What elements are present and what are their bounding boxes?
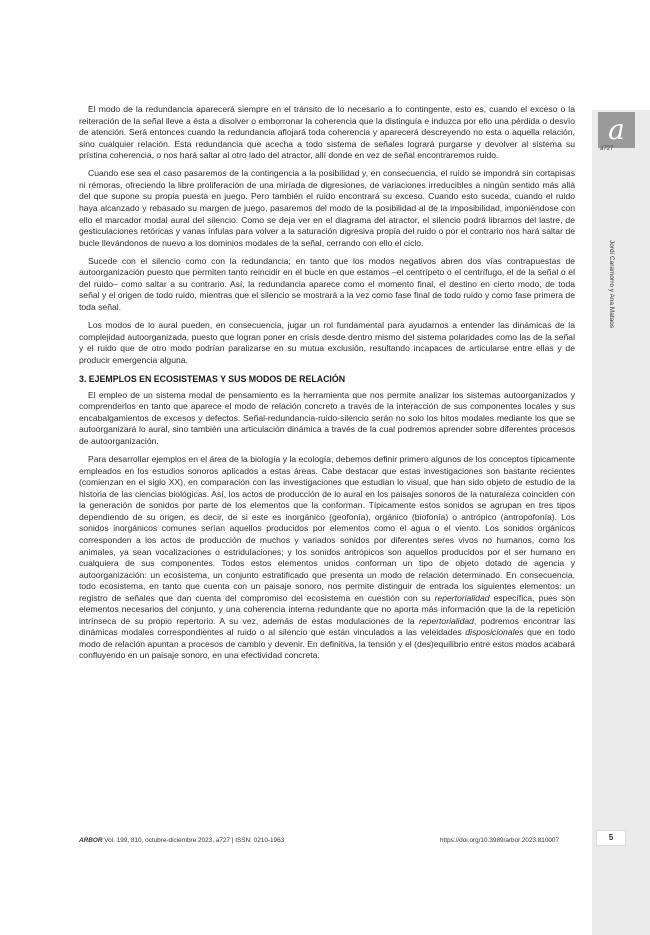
paragraph-6-part-b: específica, pues son elementos necesarios del conjunto, y una coherencia interna redundante que no aporta más información que la de la repetición intrínseca de su propio repertorio. A su vez, además de estas modulaciones de la xyxy=(79,592,575,626)
emphasis-repertorialidad-2: repertorialidad xyxy=(418,615,474,626)
footer-citation xyxy=(79,837,284,844)
emphasis-disposicionales: disposicionales xyxy=(465,627,524,638)
paragraph-1: El modo de la redundancia aparecerá siempre en el tránsito de lo necesario a lo contingente, esto es, cuando el exceso o la reiteración de la señal lleve a ésta a disolver o emborronar la coherencia que la distinguía e induzca por ello una pérdida o desvío de atención. Será entonces cuando la redundancia aflojará toda coherencia y aparecerá descreyendo no esta o aquella relación, sino cualquier relación. Esta redundancia que acecha a todo sistema de señales logrará purgarse y devolver al sistema su prístina coherencia, o nos hará saltar al otro lado del atractor, allí donde en vez de señal encontraremos ruido. xyxy=(79,104,575,161)
paragraph-6-part-d: que en todo modo de relación apuntan a procesos de cambio y devenir. En definitiva, la tensión y el (des)equilibrio entre estos modos acabará confluyendo en un paisaje sonoro, en una efectividad concreta. xyxy=(79,627,575,661)
journal-logo-glyph: a xyxy=(608,113,625,146)
paragraph-6-part-c: , podremos encontrar las dinámicas modales correspondientes al ruido o al silencio que están vinculados a las veleidades xyxy=(79,615,575,638)
citation-details: Vol. 199, 810, octubre-diciembre 2023, a727 | ISSN: 0210-1963 xyxy=(102,837,285,844)
article-body xyxy=(79,104,575,669)
section-heading: 3. EJEMPLOS EN ECOSISTEMAS Y SUS MODOS DE RELACIÓN xyxy=(79,374,346,385)
paragraph-6 xyxy=(79,454,575,662)
running-authors: Jordi Caramorro y Ana Mataos xyxy=(608,240,615,329)
paragraph-4: Los modos de lo aural pueden, en consecuencia, jugar un rol fundamental para ayudarnos a entender las dinámicas de la complejidad autoorganizada, puesto que logran poner en crisis desde dentro mismo del sistema polaridades como las de la señal y el ruido que de otro modo podrían paralizarse en su mutua exclusión, resultando incapaces de articularse entre ellas y de producir emergencia alguna. xyxy=(79,320,575,365)
doi-link[interactable]: https://doi.org/10.3989/arbor.2023.810007 xyxy=(440,837,560,844)
emphasis-repertorialidad: repertorialidad xyxy=(434,592,490,603)
article-id: a727 xyxy=(600,146,614,152)
journal-name: ARBOR xyxy=(79,837,103,844)
paragraph-2: Cuando ese sea el caso pasaremos de la contingencia a la posibilidad y, en consecuencia, el ruido se impondrá sin cortapisas ni rémoras, ofreciendo la libre proliferación de una miríada de digresiones, de variaciones irreducibles a ningún sentido más allá del que supone su propia puesta en juego. Pero también el ruido encontrará su exceso. Cuando esto suceda, cuando el ruido haya alcanzado y rebasado su margen de juego, pasaremos del modo de la posibilidad al de la imposibilidad, imponiéndose con ello el marcador modal aural del silencio. Como se deja ver en el diagrama del atractor, el silencio podrá librarnos del lastre, de gesticulaciones retóricas y vanas ínfulas para volver a la saturación digresiva propia del ruido o por el contrario nos hará saltar de bucle llevándonos de nuevo a los dominios modales de la señal, cerrando con ello el ciclo. xyxy=(79,168,575,248)
page-number: 5 xyxy=(596,830,626,846)
journal-logo-icon xyxy=(598,112,635,148)
sidebar-strip xyxy=(592,110,650,935)
paragraph-5: El empleo de un sistema modal de pensamiento es la herramienta que nos permite analizar los sistemas autoorganizados y comprenderlos en tanto que aparece el modo de relación concreto a través de la interacción de sus componentes locales y sus encabalgamientos de excesos y defectos. Señal-redundancia-ruido-silencio serán no solo los hitos modales mediante los que se autoorganizará lo aural, sino también una articulación dinámica a través de la cual podremos aprender sobre diferentes procesos de autoorganización. xyxy=(79,389,575,446)
paragraph-3: Sucede con el silencio como con la redundancia; en tanto que los modos negativos abren dos vías contrapuestas de autoorganización puesto que permiten tanto reincidir en el bucle en que estamos –el centrípeto o el centrífugo, el de la señal o el del ruido– como saltar a su contrario. Así, la redundancia aparece como el momento final, el destino en cierto modo, de toda señal y el origen de todo ruido, mientras que el silencio se mostrará a la vez como fase final de todo ruido y como fase primera de toda señal. xyxy=(79,255,575,312)
paragraph-6-part-a: Para desarrollar ejemplos en el área de la biología y la ecología, debemos definir primero algunos de los conceptos típicamente empleados en los estudios sonoros aplicados a estas áreas. Cabe destacar que estas investigaciones son bastante recientes (comienzan en el siglo XX), en comparación con las investigaciones que estudian lo visual, que han sido objeto de estudio de la historia de las ciencias biológicas. Así, los actos de producción de lo aural en los paisajes sonoros de la naturaleza coinciden con la generación de sonidos por parte de los elementos que la conforman. Típicamente estos sonidos se agrupan en tres tipos dependiendo de su origen, es decir, de si este es inorgánico (geofonía), orgánico (biofonía) o antrópico (antropofonía). Los sonidos inorgánicos comunes serían aquellos producidos por elementos como el agua o el viento. Los sonidos orgánicos corresponden a los actos de producción de muchos y variados sonidos por diferentes seres vivos no humanos, como los animales, ya sean vocalizaciones o estridulaciones; y los sonidos antrópicos son aquellos producidos por el ser humano en cualquiera de sus componentes. Todos estos elementos unidos conforman un tipo de objeto dotado de agencia y autoorganización: un ecosistema, un conjunto estratificado que presenta un modo de relación determinado. En consecuencia, todo ecosistema, en tanto que cuenta con un paisaje sonoro, nos permite distinguir de entrada los siguientes elementos: un registro de señales que dan cuenta del compromiso del ecosistema en cuestión con su xyxy=(79,454,575,603)
